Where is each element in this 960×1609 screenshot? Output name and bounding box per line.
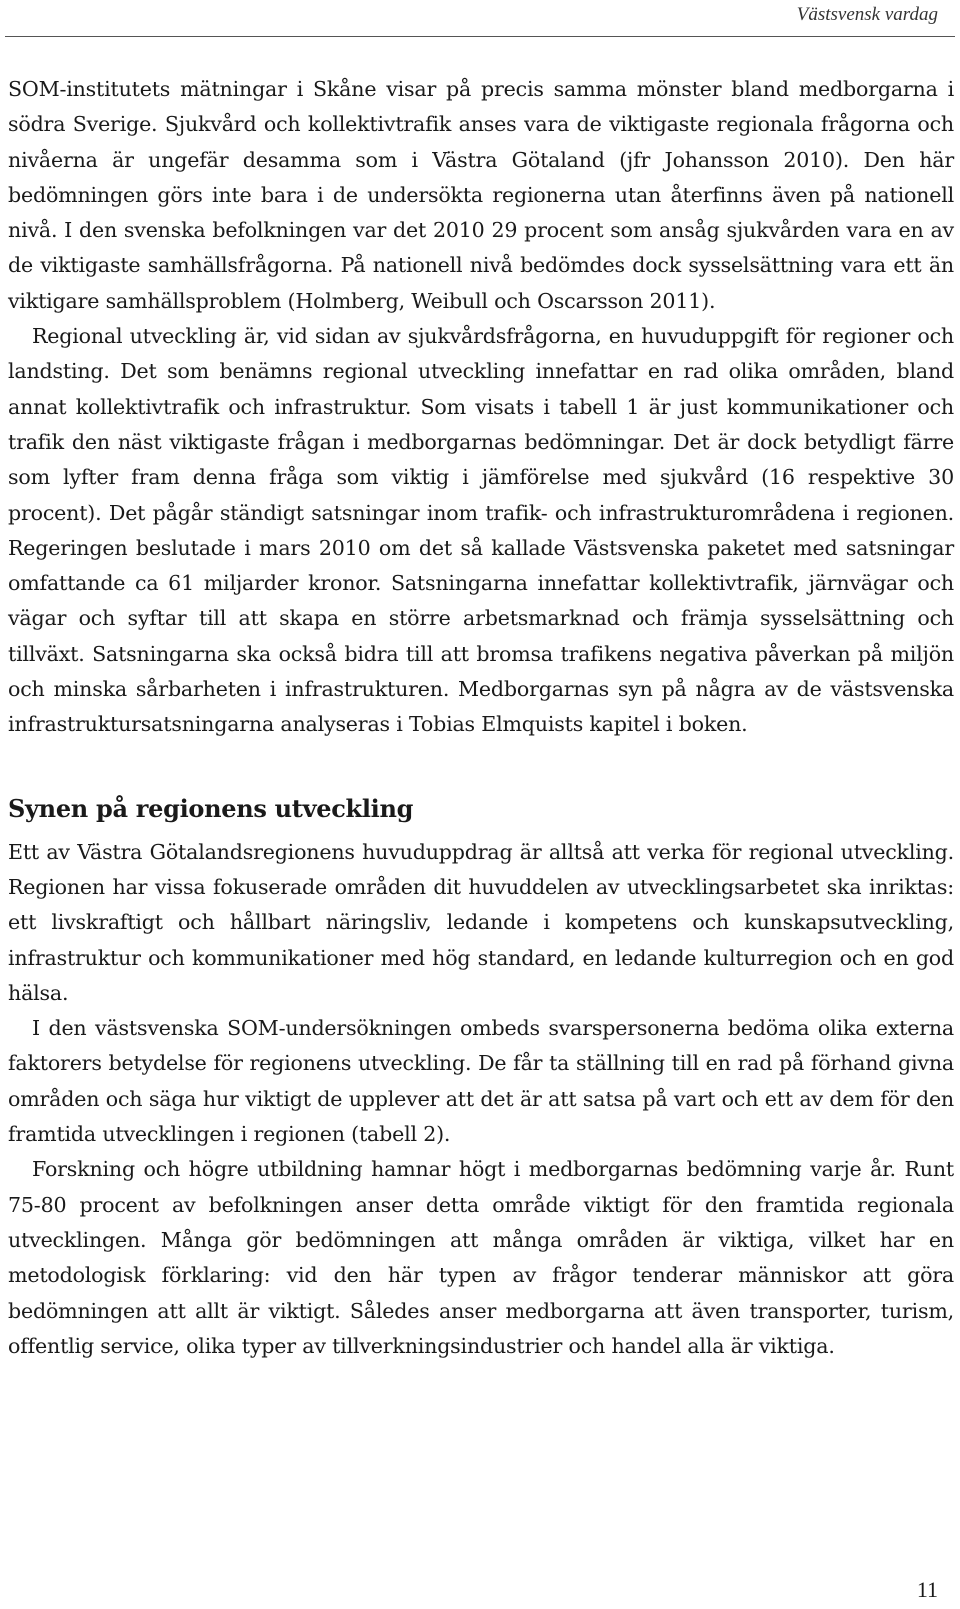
section-heading: Synen på regionens utveckling	[8, 793, 414, 823]
body-paragraph-1: SOM-institutets mätningar i Skåne visar på precis samma mönster bland medborgarna i södra Sverige. Sjukvård och kollektivtrafik anses vara de viktigaste regionala frågorna och nivåerna är ungefär desamma som i Västra Götaland (jfr Johansson 2010). Den här bedömningen görs inte bara i de undersökta regionerna utan återfinns även på nationell nivå. I den svenska befolkningen var det 2010 29 procent som ansåg sjukvården vara en av de viktigaste samhällsfrågorna. På nationell nivå bedömdes dock sysselsättning vara ett än viktigare samhällsproblem (Holmberg, Weibull och Oscarsson 2011).	[8, 77, 954, 313]
page-body	[8, 72, 954, 1364]
body-paragraph-4: I den västsvenska SOM-undersökningen ombeds svarspersonerna bedöma olika externa faktorers betydelse för regionens utveckling. De får ta ställning till en rad på förhand givna områden och säga hur viktigt de upplever att det är att satsa på vart och ett av dem för den framtida utvecklingen i regionen (tabell 2).	[8, 1016, 954, 1147]
page-number: 11	[916, 1577, 938, 1602]
body-paragraph-5: Forskning och högre utbildning hamnar högt i medborgarnas bedömning varje år. Runt 75-80 procent av befolkningen anser detta område viktigt för den framtida regionala utvecklingen. Många gör bedömningen att många områden är viktiga, vilket har en metodologisk förklaring: vid den här typen av frågor tenderar människor att göra bedömningen att allt är viktigt. Således anser medborgarna att även transporter, turism, offentlig service, olika typer av tillverkningsindustrier och handel alla är viktiga.	[8, 1157, 954, 1358]
running-header-title: Västsvensk vardag	[796, 4, 938, 25]
header-divider	[5, 36, 955, 37]
body-paragraph-3: Ett av Västra Götalandsregionens huvuduppdrag är alltså att verka för regional utveckling. Regionen har vissa fokuserade områden dit huvuddelen av utvecklingsarbetet ska inriktas: ett livskraftigt och hållbart näringsliv, ledande i kompetens och kunskapsutveckling, infrastruktur och kommunikationer med hög standard, en ledande kulturregion och en god hälsa.	[8, 839, 954, 1005]
body-paragraph-2: Regional utveckling är, vid sidan av sjukvårdsfrågorna, en huvuduppgift för regioner och landsting. Det som benämns regional utveckling innefattar en rad olika områden, bland annat kollektivtrafik och infrastruktur. Som visats i tabell 1 är just kommunikationer och trafik den näst viktigaste frågan i medborgarnas bedömningar. Det är dock betydligt färre som lyfter fram denna fråga som viktig i jämförelse med sjukvård (16 respektive 30 procent). Det pågår ständigt satsningar inom trafik- och infrastrukturområdena i regionen. Regeringen beslutade i mars 2010 om det så kallade Västsvenska paketet med satsningar omfattande ca 61 miljarder kronor. Satsningarna innefattar kollektivtrafik, järnvägar och vägar och syftar till att skapa en större arbetsmarknad och främja sysselsättning och tillväxt. Satsningarna ska också bidra till att bromsa trafikens negativa påverkan på miljön och minska sårbarheten i infrastrukturen. Medborgarnas syn på några av de västsvenska infrastruktursatsningarna analyseras i Tobias Elmquists kapitel i boken.	[8, 324, 954, 737]
